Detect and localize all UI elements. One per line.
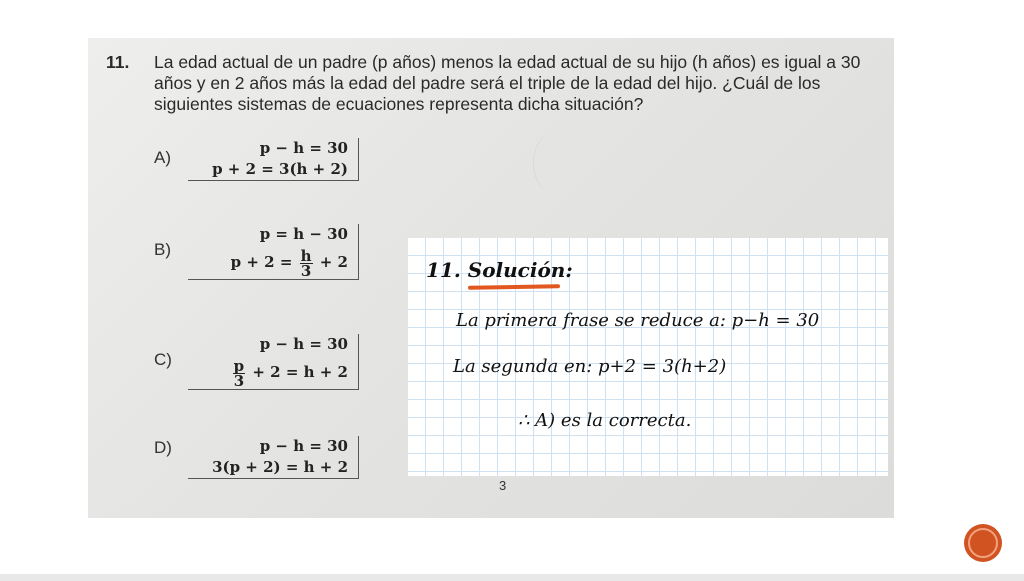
option-c-eq2 <box>188 355 348 389</box>
option-c-fraction <box>233 356 246 390</box>
option-b-eq1: p = h − 30 <box>259 225 348 243</box>
question-text: La edad actual de un padre (p años) menos la edad actual de su hijo (h años) es igual a 30 años y en 2 años más la edad del padre será el triple de la edad del hijo. ¿Cuál de los siguientes sistemas de ecuaciones representa dicha situación? <box>154 52 861 114</box>
option-b-letter: B) <box>154 240 171 259</box>
option-d-eq2: 3(p + 2) = h + 2 <box>212 458 348 476</box>
solution-line-1: La primera frase se reduce a: p−h = 30 <box>456 310 820 331</box>
option-a-eq1: p − h = 30 <box>259 139 348 157</box>
logo-ring <box>968 528 998 558</box>
option-a-system <box>188 138 359 181</box>
question-number: 11. <box>106 52 130 72</box>
option-c-eq1: p − h = 30 <box>259 335 348 353</box>
solution-note <box>408 238 888 476</box>
option-d-letter: D) <box>154 438 172 457</box>
option-b-eq2-post: + 2 <box>319 253 348 271</box>
slide-bottom-bar <box>0 574 1024 581</box>
option-b-eq2 <box>188 245 348 279</box>
option-a-letter: A) <box>154 148 171 167</box>
option-c-system <box>188 334 359 390</box>
option-d-system <box>188 436 359 479</box>
option-b-frac-num: h <box>300 246 312 265</box>
option-b-system <box>188 224 359 280</box>
solution-line-2: La segunda en: p+2 = 3(h+2) <box>453 356 727 377</box>
option-c-frac-num: p <box>233 356 245 375</box>
page-number: 3 <box>499 478 507 493</box>
solution-line-3: ∴ A) es la correcta. <box>518 410 692 431</box>
option-c-eq2-post: + 2 = h + 2 <box>252 363 348 381</box>
title-underline <box>468 284 560 290</box>
option-d-eq1: p − h = 30 <box>259 437 348 455</box>
option-c-frac-den: 3 <box>233 371 245 390</box>
option-a-eq2: p + 2 = 3(h + 2) <box>212 160 348 178</box>
question-block <box>106 52 881 115</box>
paper-smudge <box>533 133 574 193</box>
option-b-frac-den: 3 <box>300 261 312 280</box>
option-b-eq2-pre: p + 2 = <box>230 253 293 271</box>
option-c-letter: C) <box>154 350 172 369</box>
solution-title: 11. Solución: <box>426 258 573 282</box>
option-b-fraction <box>300 246 313 280</box>
slide-logo-icon <box>964 524 1002 562</box>
